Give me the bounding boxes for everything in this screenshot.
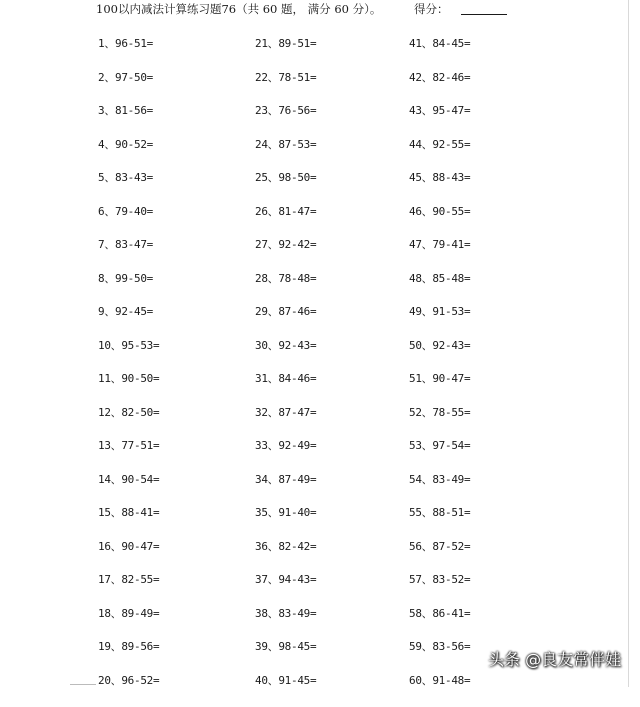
problem-item: 47、79-41= <box>409 238 569 272</box>
problem-item: 51、90-47= <box>409 372 569 406</box>
problem-item: 46、90-55= <box>409 205 569 239</box>
problem-item: 35、91-40= <box>255 506 415 540</box>
problem-item: 53、97-54= <box>409 439 569 473</box>
problem-item: 26、81-47= <box>255 205 415 239</box>
problem-item: 28、78-48= <box>255 272 415 306</box>
problem-item: 38、83-49= <box>255 607 415 641</box>
problem-item: 6、79-40= <box>98 205 258 239</box>
problem-item: 10、95-53= <box>98 339 258 373</box>
page-margin-line <box>628 0 629 687</box>
problem-item: 44、92-55= <box>409 138 569 172</box>
problem-item: 1、96-51= <box>98 37 258 71</box>
problem-column-2 <box>255 37 415 707</box>
problem-item: 54、83-49= <box>409 473 569 507</box>
problem-item: 14、90-54= <box>98 473 258 507</box>
problem-item: 45、88-43= <box>409 171 569 205</box>
problem-item: 52、78-55= <box>409 406 569 440</box>
problem-item: 57、83-52= <box>409 573 569 607</box>
problem-item: 30、92-43= <box>255 339 415 373</box>
problem-item: 21、89-51= <box>255 37 415 71</box>
score-label: 得分： <box>414 2 449 16</box>
problem-item: 4、90-52= <box>98 138 258 172</box>
problem-item: 24、87-53= <box>255 138 415 172</box>
problem-item: 27、92-42= <box>255 238 415 272</box>
problem-item: 41、84-45= <box>409 37 569 71</box>
problem-item: 33、92-49= <box>255 439 415 473</box>
problem-item: 9、92-45= <box>98 305 258 339</box>
problem-item: 22、78-51= <box>255 71 415 105</box>
problem-item: 3、81-56= <box>98 104 258 138</box>
problem-item: 42、82-46= <box>409 71 569 105</box>
problem-item: 37、94-43= <box>255 573 415 607</box>
problem-item: 36、82-42= <box>255 540 415 574</box>
problem-item: 23、76-56= <box>255 104 415 138</box>
problem-item: 59、83-56= <box>409 640 569 674</box>
problem-item: 48、85-48= <box>409 272 569 306</box>
worksheet-title: 100以内减法计算练习题76（共 60 题， 满分 60 分）。 <box>96 2 381 16</box>
problem-item: 7、83-47= <box>98 238 258 272</box>
problem-item: 29、87-46= <box>255 305 415 339</box>
problem-item: 25、98-50= <box>255 171 415 205</box>
problem-item: 20、96-52= <box>98 674 258 707</box>
problem-item: 34、87-49= <box>255 473 415 507</box>
problem-item: 15、88-41= <box>98 506 258 540</box>
problem-item: 19、89-56= <box>98 640 258 674</box>
problem-column-1 <box>98 37 258 707</box>
problem-item: 50、92-43= <box>409 339 569 373</box>
problem-item: 60、91-48= <box>409 674 569 707</box>
problem-item: 31、84-46= <box>255 372 415 406</box>
problem-item: 5、83-43= <box>98 171 258 205</box>
problem-item: 39、98-45= <box>255 640 415 674</box>
problem-item: 55、88-51= <box>409 506 569 540</box>
problem-item: 58、86-41= <box>409 607 569 641</box>
problem-item: 49、91-53= <box>409 305 569 339</box>
page-corner-mark <box>70 684 96 685</box>
problem-item: 13、77-51= <box>98 439 258 473</box>
problem-item: 56、87-52= <box>409 540 569 574</box>
problem-item: 43、95-47= <box>409 104 569 138</box>
problem-item: 2、97-50= <box>98 71 258 105</box>
problem-item: 40、91-45= <box>255 674 415 707</box>
problem-item: 18、89-49= <box>98 607 258 641</box>
problem-item: 12、82-50= <box>98 406 258 440</box>
problem-item: 17、82-55= <box>98 573 258 607</box>
watermark: 头条 @良友常伴娃 <box>488 650 621 670</box>
problem-item: 8、99-50= <box>98 272 258 306</box>
score-blank-line <box>461 14 507 15</box>
problem-item: 16、90-47= <box>98 540 258 574</box>
problem-item: 32、87-47= <box>255 406 415 440</box>
problem-item: 11、90-50= <box>98 372 258 406</box>
problem-column-3 <box>409 37 569 707</box>
